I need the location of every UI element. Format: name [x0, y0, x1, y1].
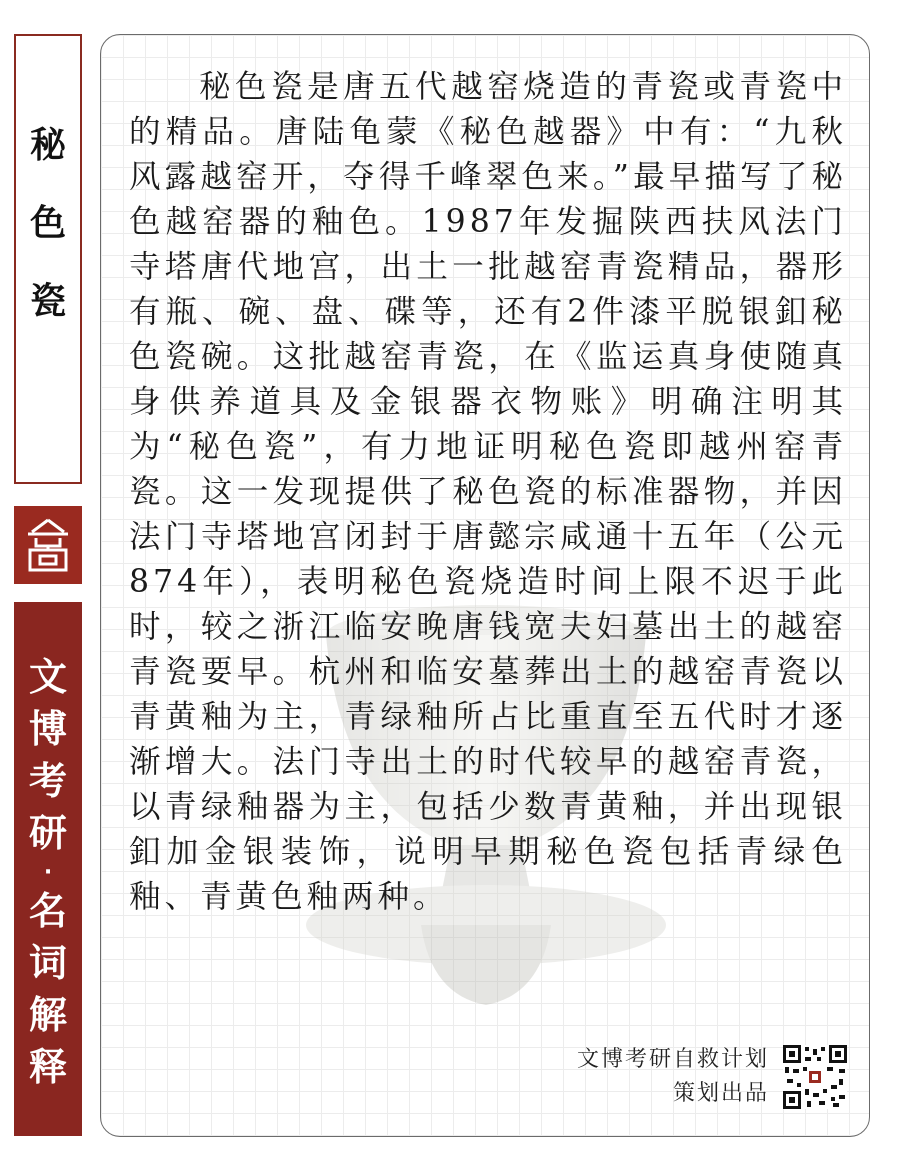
credit-line-2: 策划出品	[672, 1081, 769, 1106]
title-box	[14, 34, 82, 484]
banner-char-7: 词	[28, 941, 67, 985]
banner-dot: ·	[43, 860, 53, 885]
title-char-1: 秘	[29, 125, 66, 166]
seal-glyph-icon	[22, 516, 74, 574]
text-card	[100, 34, 870, 1137]
title-char-3: 瓷	[29, 281, 66, 322]
banner-char-2: 博	[28, 707, 67, 751]
banner-char-8: 解	[28, 993, 67, 1037]
body-paragraph: 秘色瓷是唐五代越窑烧造的青瓷或青瓷中的精品。唐陆龟蒙《秘色越器》中有：“九秋风露越窑开，夺得千峰翠色来。”最早描写了秘色越窑器的釉色。1987年发掘陕西扶风法门寺塔唐代地宫，出土一批越窑青瓷精品，器形有瓶、碗、盘、碟等，还有2件漆平脱银釦秘色瓷碗。这批越窑青瓷，在《监运真身使随真身供养道具及金银器衣物账》明确注明其为“秘色瓷”，有力地证明秘色瓷即越州窑青瓷。这一发现提供了秘色瓷的标准器物，并因法门寺塔地宫闭封于唐懿宗咸通十五年（公元874年），表明秘色瓷烧造时间上限不迟于此时，较之浙江临安晚唐钱宽夫妇墓出土的越窑青瓷要早。杭州和临安墓葬出土的越窑青瓷以青黄釉为主，青绿釉所占比重直至五代时才逐渐增大。法门寺出土的时代较早的越窑青瓷，以青绿釉器为主，包括少数青黄釉，并出现银釦加金银装饰，说明早期秘色瓷包括青绿色釉、青黄色釉两种。	[129, 69, 847, 915]
banner-char-1: 文	[28, 655, 67, 699]
banner-char-9: 释	[28, 1045, 67, 1089]
credit-line-1: 文博考研自救计划	[576, 1047, 769, 1072]
seal-icon	[14, 506, 82, 584]
credit	[577, 1043, 769, 1111]
banner-char-3: 考	[28, 759, 67, 803]
title-char-2: 色	[29, 203, 66, 244]
banner-char-4: 研	[28, 811, 67, 855]
banner-char-6: 名	[28, 889, 67, 933]
category-banner	[14, 602, 82, 1136]
qr-code-icon[interactable]	[783, 1045, 847, 1109]
